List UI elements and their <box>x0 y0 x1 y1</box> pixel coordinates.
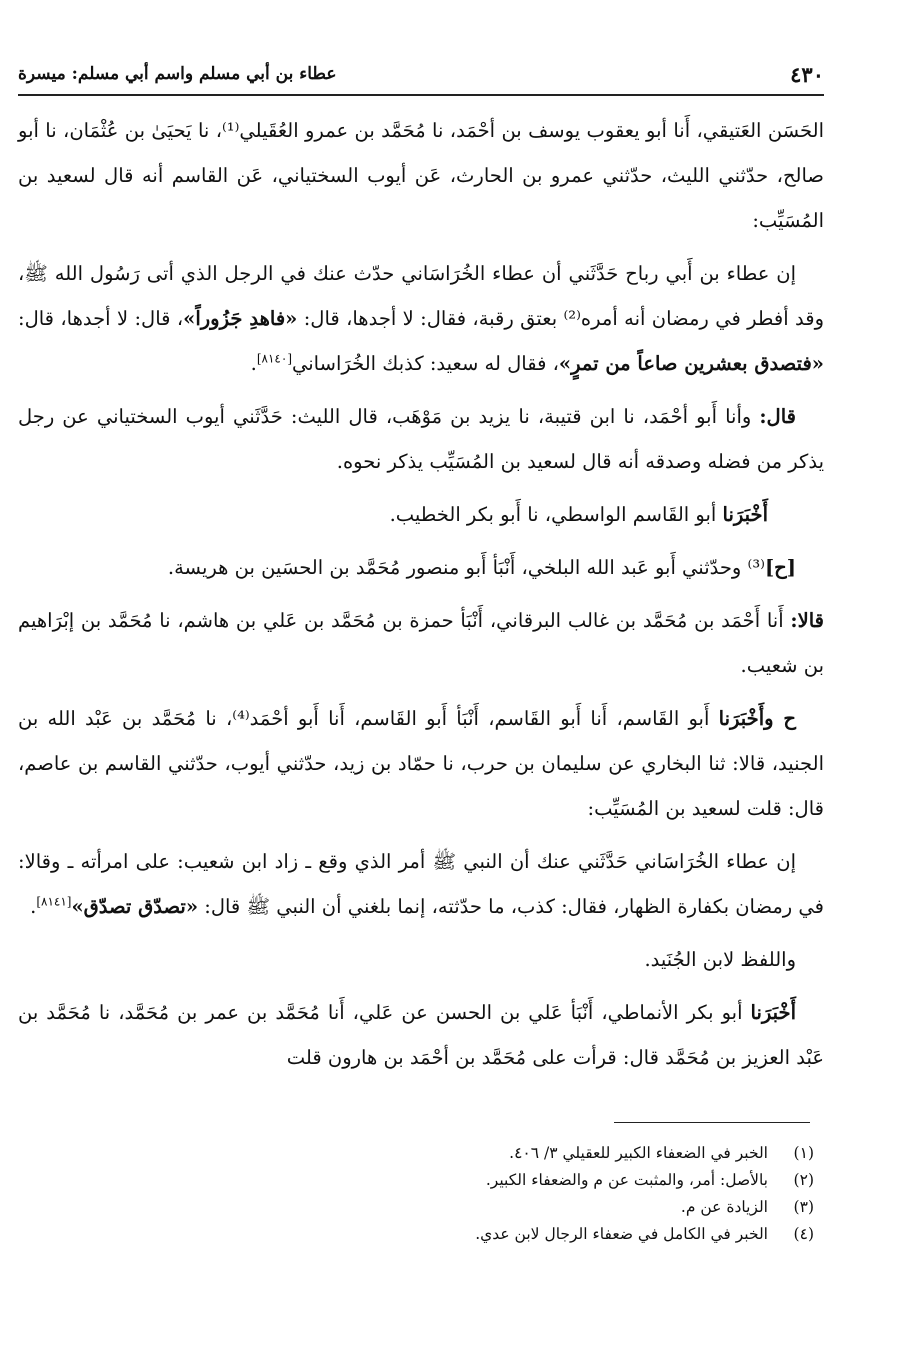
p2-text-e: ، فقال له سعيد: كذبك الخُرَاساني <box>292 352 559 375</box>
p8-hadith: «تصدّق تصدّق» <box>71 895 199 918</box>
p3-text: وأنا أَبو أحْمَد، نا ابن قتيبة، نا يزيد بن مَوْهَب، قال الليث: حَدَّثَني أيوب السختياني عن رجل يذكر من فضله وصدقه أنه قال لسعيد بن المُسَيِّب يذكر نحوه. <box>18 405 824 473</box>
footnote-text: الخبر في الكامل في ضعفاء الرجال لابن عدي. <box>475 1225 768 1243</box>
paragraph-3 <box>18 394 824 484</box>
footnote-number: (٣) <box>793 1198 814 1216</box>
paragraph-4 <box>18 492 824 537</box>
paragraph-2: إن عطاء بن أَبي رباح حَدَّثَني أن عطاء الخُرَاسَاني حدّث عنك في الرجل الذي أتى رَسُول الله ﷺ، وقد أفطر في رمضان أنه أمره⁽²⁾ بعتق رقبة، فقال: لا أجدها، قال: «فاهدِ جَزُوراً»، قال: لا أجدها، قال: «فتصدق بعشرين صاعاً من تمرٍ»، فقال له سعيد: كذبك الخُرَاساني[٨١٤٠]. <box>18 262 824 375</box>
footnote-3 <box>18 1194 814 1221</box>
paragraph-8: إن عطاء الخُرَاسَاني حَدَّثَني عنك أن النبي ﷺ أمر الذي وقع ـ زاد ابن شعيب: على امرأته ـ وقالا: في رمضان بكفارة الظهار، فقال: كذب، ما حدّثته، إنما بلغني أن النبي ﷺ قال: «تصدّق تصدّق»[٨١٤١]. <box>18 850 824 918</box>
p6-text: أَنا أَحْمَد بن مُحَمَّد بن غالب البرقاني، أَنْبَأ حمزة بن مُحَمَّد بن عَلي بن هاشم، نا مُحَمَّد بن إبْرَاهيم بن شعيب. <box>18 609 824 677</box>
footnote-text: الخبر في الضعفاء الكبير للعقيلي ٣/ ٤٠٦. <box>509 1144 768 1162</box>
p8-text-a: إن عطاء الخُرَاسَاني حَدَّثَني عنك أن النبي ﷺ أمر الذي وقع ـ زاد ابن شعيب: على امرأته ـ وقالا: في رمضان بكفارة الظهار، فقال: كذب، ما حدّثته، إنما بلغني أن النبي ﷺ قال: <box>18 850 824 918</box>
paragraph-5 <box>18 545 824 590</box>
running-title: عطاء بن أبي مسلم واسم أبي مسلم: ميسرة <box>18 64 337 84</box>
p4-lead: أَخْبَرَنا <box>722 503 768 526</box>
p2-text-c: ، قال: لا أجدها، قال: <box>18 307 184 330</box>
main-text <box>18 108 824 1088</box>
footnote-4 <box>18 1221 814 1248</box>
paragraph-9: واللفظ لابن الجُنَيد. <box>644 948 796 971</box>
p2-hadith-1: «فاهدِ جَزُوراً» <box>183 307 298 330</box>
p5-lead: [ح] <box>764 556 796 579</box>
p5-text: ⁽³⁾ وحدّثني أَبو عَبد الله البلخي، أَنْبَأ أَبو منصور مُحَمَّد بن الحسَين بن هريسة. <box>167 556 765 579</box>
p6-lead: قالا: <box>790 609 824 632</box>
paragraph-6 <box>18 598 824 688</box>
footnote-number: (٢) <box>793 1171 814 1189</box>
footnote-separator <box>614 1122 810 1123</box>
footnote-1 <box>18 1140 814 1167</box>
footnote-text: الزيادة عن م. <box>680 1198 768 1216</box>
paragraph-10 <box>18 990 824 1080</box>
p4-text: أبو القَاسم الواسطي، نا أَبو بكر الخطيب. <box>389 503 723 526</box>
p2-ref-number: [٨١٤٠] <box>256 351 292 366</box>
p7-lead: ح وأَخْبَرَنا <box>718 707 796 730</box>
running-header <box>18 54 824 96</box>
p2-hadith-2: «فتصدق بعشرين صاعاً من تمرٍ» <box>558 352 824 375</box>
p10-text: أبو بكر الأنماطي، أَنْبَأ عَلي بن الحسن عن عَلي، أَنا مُحَمَّد بن عمر بن مُحَمَّد، نا مُحَمَّد بن عَبْد العزيز بن مُحَمَّد قال: قرأت على مُحَمَّد بن أحْمَد بن هارون قلت <box>18 1001 824 1069</box>
p10-lead: أَخْبَرَنا <box>750 1001 796 1024</box>
p2-text-a: إن عطاء بن أَبي رباح حَدَّثَني أن عطاء الخُرَاسَاني حدّث عنك في الرجل الذي أتى رَسُول الله ﷺ، وقد أفطر في رمضان أنه أمره⁽²⁾ بعتق رقبة، فقال: لا أجدها، قال: <box>18 262 824 330</box>
footnote-2 <box>18 1167 814 1194</box>
footnote-number: (١) <box>793 1144 814 1162</box>
footnote-text: بالأصل: أمر، والمثبت عن م والضعفاء الكبير. <box>485 1171 768 1189</box>
paragraph-7 <box>18 696 824 831</box>
p7-text: أَبو القَاسم، أَنا أَبو القَاسم، أَنْبَأ أَبو القَاسم، أَنا أَبو أحْمَد⁽⁴⁾، نا مُحَمَّد بن عَبْد الله بن الجنيد، قالا: ثنا البخاري عن سليمان بن حرب، نا حمّاد بن زيد، حدّثني أيوب، حدّثني القاسم بن عاصم، قال: قلت لسعيد بن المُسَيِّب: <box>18 707 824 820</box>
footnote-number: (٤) <box>793 1225 814 1243</box>
paragraph-1: الحَسَن العَتيقي، أَنا أبو يعقوب يوسف بن أحْمَد، نا مُحَمَّد بن عمرو العُقَيلي⁽¹⁾، نا يَحيَىٰ بن عُثْمَان، نا أبو صالح، حدّثني الليث، حدّثني عمرو بن الحارث، عَن أيوب السختياني، عَن القاسم أنه قال لسعيد بن المُسَيِّب: <box>18 119 825 232</box>
p3-lead: قال: <box>759 405 796 428</box>
page-number: ٤٣٠ <box>790 61 824 87</box>
p8-ref-number: [٨١٤١] <box>36 894 72 909</box>
footnotes <box>18 1140 814 1248</box>
